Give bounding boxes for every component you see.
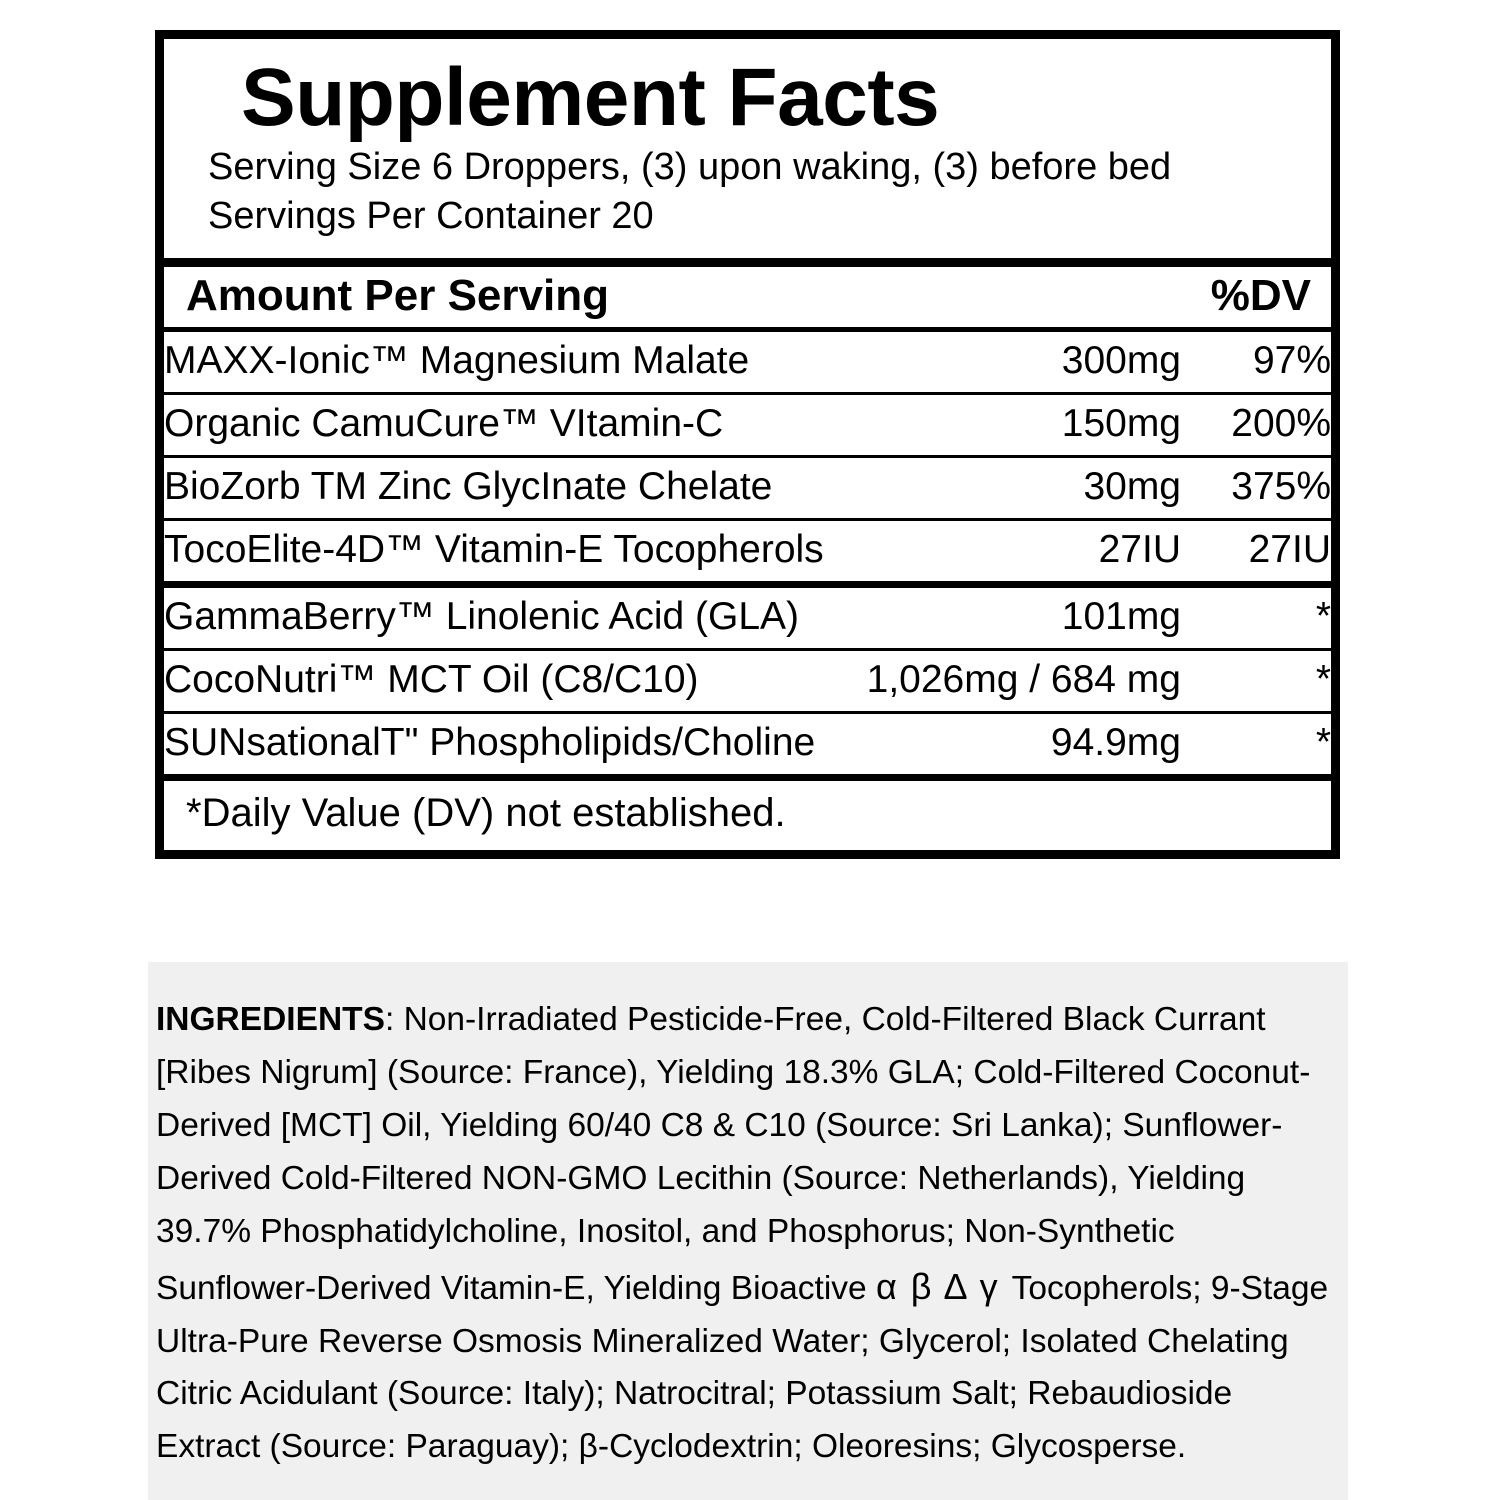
nutrient-dv: * — [1315, 721, 1331, 765]
nutrient-amount: 27IU — [853, 520, 1181, 585]
table-row — [164, 332, 1331, 394]
table-row — [164, 457, 1331, 520]
amount-per-serving-header-row — [164, 267, 1331, 327]
table-row — [164, 394, 1331, 457]
table-row — [164, 520, 1331, 585]
nutrient-amount: 30mg — [853, 457, 1181, 520]
nutrient-name: BioZorb TM Zinc GlycInate Chelate — [164, 457, 853, 520]
nutrient-name: Organic CamuCure™ VItamin-C — [164, 394, 853, 457]
nutrient-amount: 101mg — [853, 585, 1181, 650]
nutrient-dv: * — [1181, 650, 1331, 713]
nutrient-name: SUNsationalT" Phospholipids/Choline — [164, 721, 816, 765]
table-row — [164, 713, 1331, 775]
nutrient-amount: 150mg — [853, 394, 1181, 457]
nutrient-name: MAXX-Ionic™ Magnesium Malate — [164, 332, 853, 394]
divider-thick-top — [164, 258, 1331, 267]
daily-value-footnote: *Daily Value (DV) not established. — [186, 791, 786, 836]
nutrient-dv: 200% — [1181, 394, 1331, 457]
serving-size-line: Serving Size 6 Droppers, (3) upon waking, (3) before bed — [208, 146, 1172, 188]
nutrient-dv: 27IU — [1181, 520, 1331, 585]
nutrient-amount: 94.9mg — [1050, 721, 1181, 765]
ingredients-label: INGREDIENTS — [156, 1001, 385, 1038]
table-row — [164, 650, 1331, 713]
nutrient-table — [164, 332, 1331, 774]
nutrient-dv: 97% — [1181, 332, 1331, 394]
supplement-facts-panel — [155, 30, 1340, 859]
panel-header — [164, 39, 1331, 252]
table-row — [164, 585, 1331, 650]
nutrient-name: TocoElite-4D™ Vitamin-E Tocopherols — [164, 520, 853, 585]
nutrient-amount: 300mg — [853, 332, 1181, 394]
nutrient-name: CocoNutri™ MCT Oil (C8/C10) — [164, 650, 853, 713]
nutrient-name: GammaBerry™ Linolenic Acid (GLA) — [164, 585, 853, 650]
ingredients-text-part2: Tocopherols; 9-Stage Ultra-Pure Reverse Osmosis Mineralized Water; Glycerol; Isolated Chelating Citric Acidulant (Source: Italy); Natrocitral; Potassium Salt; Rebaudioside Extract (Source: Paraguay); β-Cyclodextrin; Oleoresins; Glycosperse. — [156, 1269, 1329, 1466]
page-title: Supplement Facts — [241, 52, 940, 143]
ingredients-block — [148, 962, 1348, 1500]
nutrient-dv: 375% — [1181, 457, 1331, 520]
daily-value-label: %DV — [1210, 271, 1311, 321]
nutrient-amount: 1,026mg / 684 mg — [853, 650, 1181, 713]
tocopherol-greek-symbols: α β Δ γ — [875, 1265, 1012, 1307]
servings-per-container-line: Servings Per Container 20 — [208, 194, 654, 237]
amount-per-serving-label: Amount Per Serving — [186, 271, 609, 321]
ingredients-text-part1: : Non-Irradiated Pesticide-Free, Cold-Filtered Black Currant [Ribes Nigrum] (Source: France), Yielding 18.3% GLA; Cold-Filtered Coconut-Derived [MCT] Oil, Yielding 60/40 C8 & C10 (Source: Sri Lanka); Sunflower-Derived Cold-Filtered NON-GMO Lecithin (Source: Netherlands), Yielding 39.7% Phosphatidylcholine, Inositol, and Phosphorus; Non-Synthetic Sunflower-Derived Vitamin-E, Yielding Bioactive — [156, 1001, 1311, 1307]
footnote-section — [164, 774, 1331, 850]
nutrient-dv: * — [1181, 585, 1331, 650]
